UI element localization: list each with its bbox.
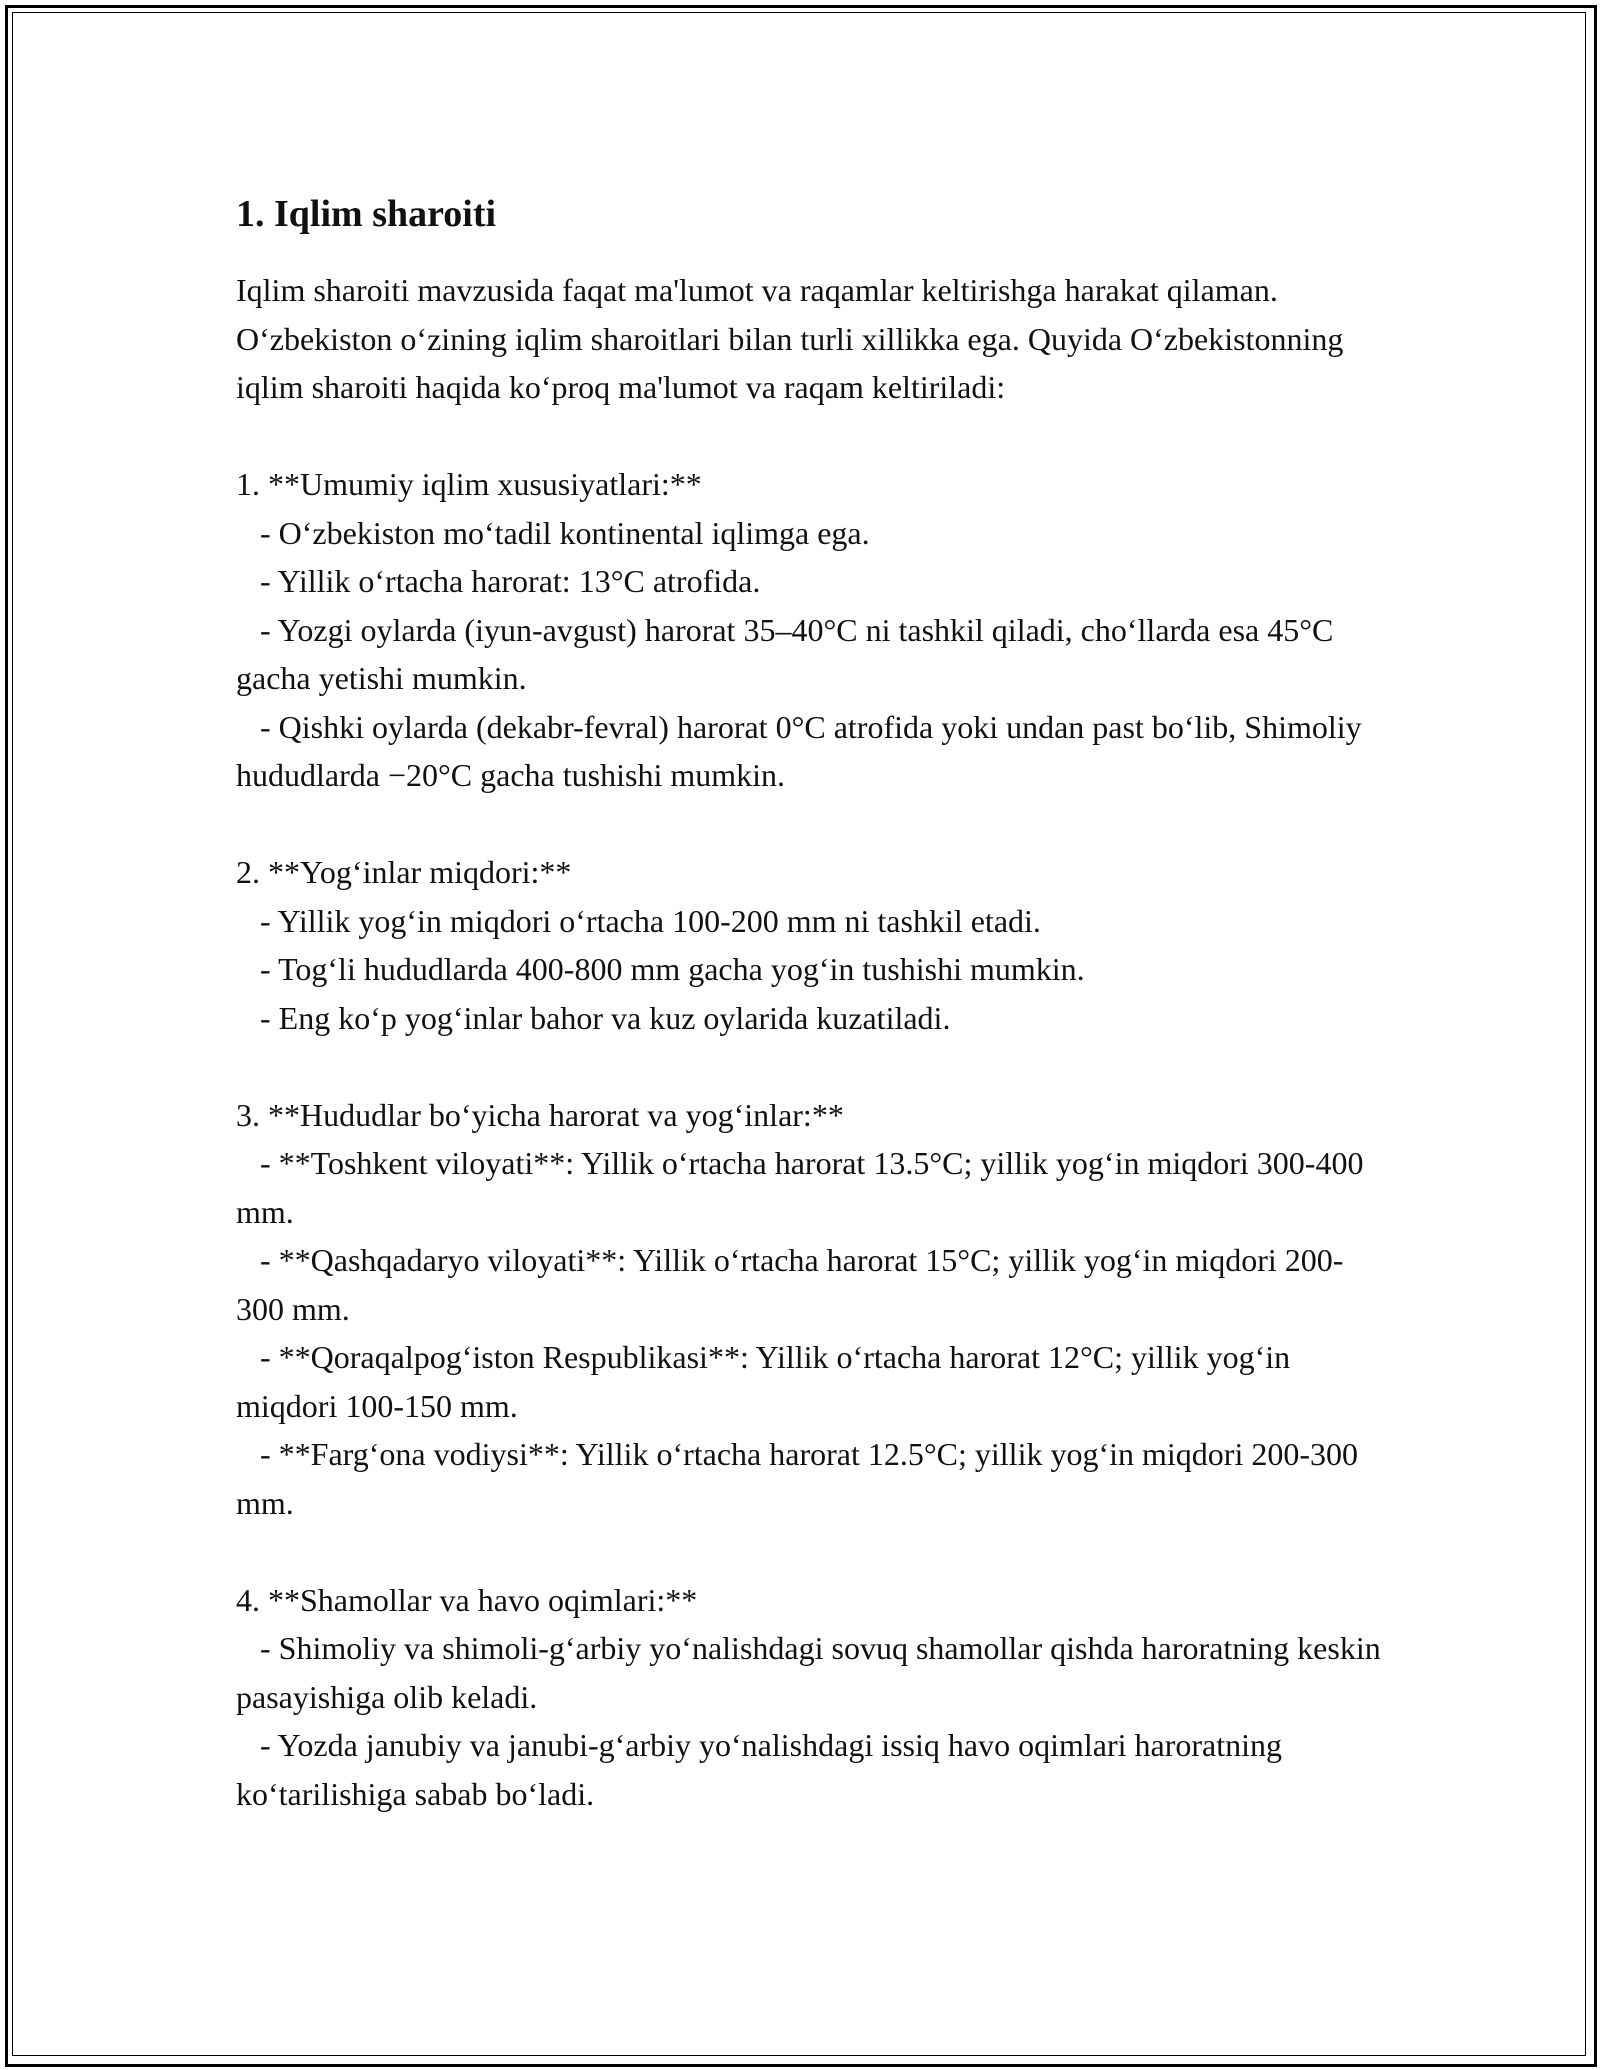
section-1: [236, 460, 1386, 800]
spacer: [236, 1042, 1386, 1091]
list-item: - **Qashqadaryo viloyati**: Yillik o‘rtacha harorat 15°C; yillik yog‘in miqdori 200-300 mm.: [236, 1242, 1344, 1327]
section-3: [236, 1091, 1386, 1528]
list-item: - Yillik o‘rtacha harorat: 13°C atrofida.: [260, 563, 761, 599]
list-item: - Yozgi oylarda (iyun-avgust) harorat 35–40°C ni tashkil qiladi, cho‘llarda esa 45°C gacha yetishi mumkin.: [236, 611, 1334, 696]
list-item: - **Farg‘ona vodiysi**: Yillik o‘rtacha harorat 12.5°C; yillik yog‘in miqdori 200-300 mm.: [236, 1436, 1358, 1521]
section-title: 1. **Umumiy iqlim xususiyatlari:**: [236, 466, 702, 502]
list-item: - Shimoliy va shimoli-g‘arbiy yo‘nalishdagi sovuq shamollar qishda haroratning keskin pasayishiga olib keladi.: [236, 1630, 1381, 1715]
section-2: [236, 848, 1386, 1042]
list-item: - Tog‘li hududlarda 400-800 mm gacha yog‘in tushishi mumkin.: [260, 951, 1085, 987]
spacer: [236, 412, 1386, 461]
list-item: - **Toshkent viloyati**: Yillik o‘rtacha harorat 13.5°C; yillik yog‘in miqdori 300-400 mm.: [236, 1145, 1364, 1230]
spacer: [236, 1527, 1386, 1576]
list-item: - Eng ko‘p yog‘inlar bahor va kuz oylarida kuzatiladi.: [260, 999, 951, 1036]
list-item: - Yozda janubiy va janubi-g‘arbiy yo‘nalishdagi issiq havo oqimlari haroratning ko‘tarilishiga sabab bo‘ladi.: [236, 1727, 1283, 1812]
section-title: 3. **Hududlar bo‘yicha harorat va yog‘inlar:**: [236, 1096, 844, 1133]
intro-paragraph: Iqlim sharoiti mavzusida faqat ma'lumot va raqamlar keltirishga harakat qilaman. O‘zbekiston o‘zining iqlim sharoitlari bilan turli xillikka ega. Quyida O‘zbekistonning iqlim sharoiti haqida ko‘proq ma'lumot va raqam keltiriladi:: [236, 272, 1344, 405]
list-item: - Qishki oylarda (dekabr-fevral) harorat 0°C atrofida yoki undan past bo‘lib, Shimoliy hududlarda −20°C gacha tushishi mumkin.: [236, 708, 1362, 793]
section-heading: 1. Iqlim sharoiti: [236, 193, 497, 235]
section-4: [236, 1576, 1386, 1819]
list-item: - Yillik yog‘in miqdori o‘rtacha 100-200 mm ni tashkil etadi.: [260, 902, 1041, 939]
section-title: 2. **Yog‘inlar miqdori:**: [236, 854, 572, 890]
section-title: 4. **Shamollar va havo oqimlari:**: [236, 1581, 698, 1618]
spacer: [236, 800, 1386, 849]
document-body: [236, 186, 1386, 1818]
list-item: - O‘zbekiston mo‘tadil kontinental iqlimga ega.: [260, 514, 870, 551]
list-item: - **Qoraqalpog‘iston Respublikasi**: Yillik o‘rtacha harorat 12°C; yillik yog‘in miqdori 100-150 mm.: [236, 1339, 1291, 1424]
